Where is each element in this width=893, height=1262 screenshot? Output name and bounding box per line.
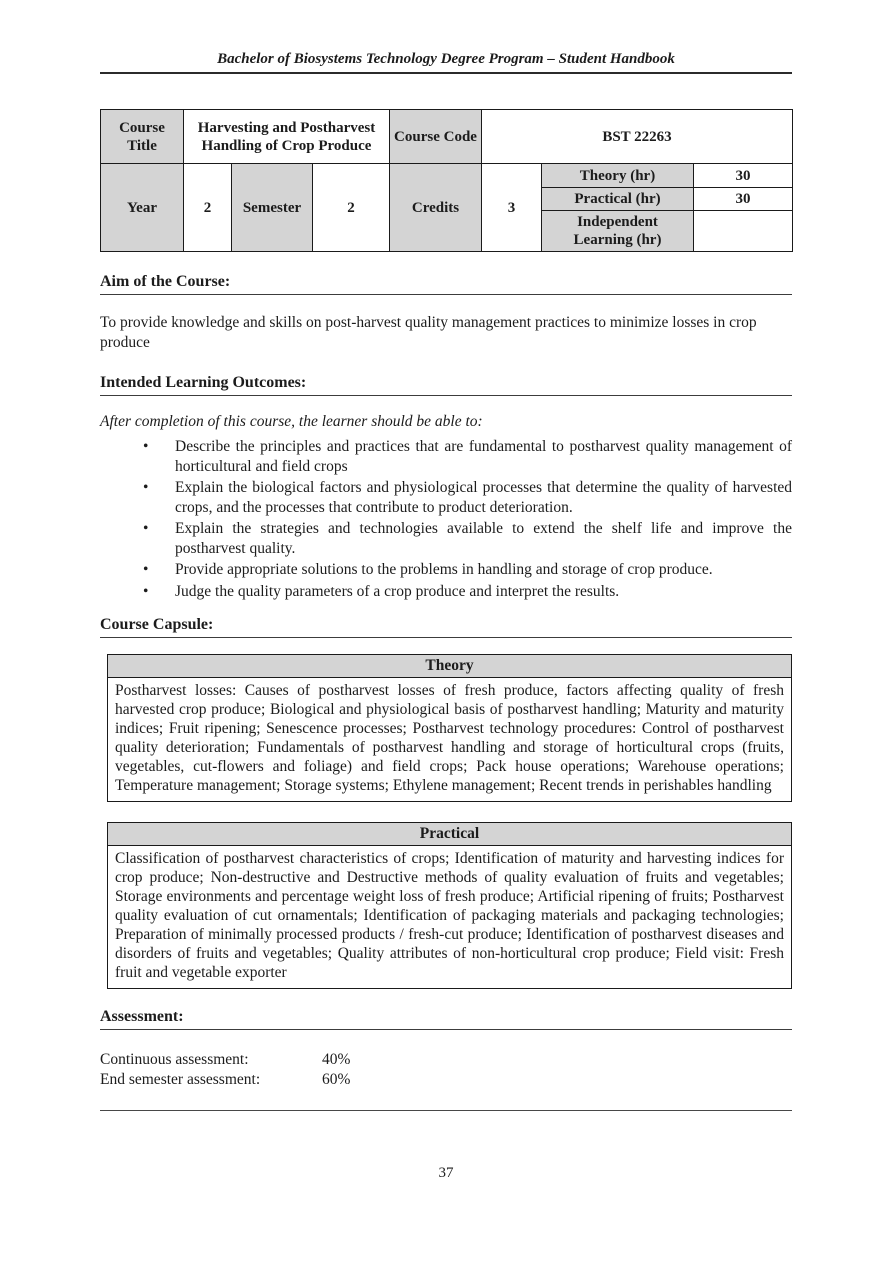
ilo-bullet-list: [100, 437, 792, 601]
page-number: 37: [438, 1165, 454, 1181]
assessment-row-continuous: [100, 1050, 792, 1070]
assessment-heading: Assessment:: [100, 1007, 792, 1030]
course-info-table: [100, 109, 793, 252]
footer-rule: [100, 1110, 792, 1111]
practical-hours-value-cell: 30: [694, 188, 793, 211]
semester-value-cell: 2: [313, 164, 390, 252]
course-capsule-heading: Course Capsule:: [100, 615, 792, 638]
aim-text: To provide knowledge and skills on post-harvest quality management practices to minimize losses in crop produce: [100, 314, 757, 351]
course-code-value-cell: BST 22263: [482, 110, 793, 164]
course-info-row-2: [101, 164, 793, 188]
running-header: [100, 0, 792, 74]
theory-hours-label-cell: Theory (hr): [542, 164, 694, 188]
practical-capsule-body: Classification of postharvest characteristics of crops; Identification of maturity and harvesting indices for crop produce; Non-destructive and Destructive methods of quality evaluation of fruits and vegetables; Storage environments and percentage weight loss of fresh produce; Artificial ripening of fruits; Postharvest quality evaluation of cut ornamentals; Identification of packaging materials and packaging technologies; Preparation of minimally processed products / fresh-cut produce; Identification of postharvest diseases and disorders of fruits and vegetables; Quality attributes of non-horticultural crop produce; Field visit: Fresh fruit and vegetable exporter: [115, 850, 784, 981]
end-semester-assessment-value: 60%: [322, 1071, 351, 1088]
practical-capsule-header: Practical: [108, 823, 791, 846]
header-rule: [100, 72, 792, 74]
ilo-bullet-5: • Judge the quality parameters of a crop produce and interpret the results.: [141, 582, 792, 602]
semester-label-cell: Semester: [232, 164, 313, 252]
theory-hours-value-cell: 30: [694, 164, 793, 188]
course-title-value-cell: Harvesting and Postharvest Handling of Crop Produce: [184, 110, 390, 164]
theory-capsule-body: Postharvest losses: Causes of postharvest losses of fresh produce, factors affecting quality of fresh harvested crop produce; Biological and physiological basis of postharvest handling; Maturity and maturity indices; Fruit ripening; Senescence processes; Postharvest technology procedures: Control of postharvest quality deterioration; Fundamentals of postharvest handling and storage of horticultural crops (fruits, vegetables, cut-flowers and foliage) and field crops; Pack house operations; Warehouse operations; Temperature management; Storage systems; Ethylene management; Recent trends in perishables handling: [115, 682, 784, 794]
ilo-bullet-4: • Provide appropriate solutions to the problems in handling and storage of crop produce.: [141, 560, 792, 580]
ilo-intro: After completion of this course, the learner should be able to:: [100, 413, 483, 430]
course-title-label-cell: Course Title: [101, 110, 184, 164]
end-semester-assessment-label: End semester assessment:: [100, 1071, 261, 1088]
ilo-bullet-3: • Explain the strategies and technologies available to extend the shelf life and improve the postharvest quality.: [141, 519, 792, 558]
assessment-list: [100, 1050, 792, 1090]
page-content: [100, 0, 792, 1111]
theory-capsule-table: [107, 654, 792, 802]
ilo-bullet-2: • Explain the biological factors and physiological processes that determine the quality of harvested crops, and the processes that contribute to product deterioration.: [141, 478, 792, 517]
course-code-label-cell: Course Code: [390, 110, 482, 164]
year-label-cell: Year: [101, 164, 184, 252]
ilo-bullet-1: • Describe the principles and practices that are fundamental to postharvest quality management of horticultural and field crops: [141, 437, 792, 476]
credits-value-cell: 3: [482, 164, 542, 252]
independent-learning-label-cell: Independent Learning (hr): [542, 211, 694, 252]
practical-capsule-table: [107, 822, 792, 989]
continuous-assessment-label: Continuous assessment:: [100, 1051, 249, 1068]
assessment-row-end-semester: [100, 1070, 792, 1090]
independent-learning-value-cell: [694, 211, 793, 252]
year-value-cell: 2: [184, 164, 232, 252]
continuous-assessment-value: 40%: [322, 1051, 351, 1068]
credits-label-cell: Credits: [390, 164, 482, 252]
theory-capsule-header: Theory: [108, 655, 791, 678]
course-info-row-1: [101, 110, 793, 164]
aim-heading: Aim of the Course:: [100, 272, 792, 295]
ilo-heading: Intended Learning Outcomes:: [100, 373, 792, 396]
practical-hours-label-cell: Practical (hr): [542, 188, 694, 211]
handbook-title: Bachelor of Biosystems Technology Degree Program – Student Handbook: [217, 51, 675, 67]
